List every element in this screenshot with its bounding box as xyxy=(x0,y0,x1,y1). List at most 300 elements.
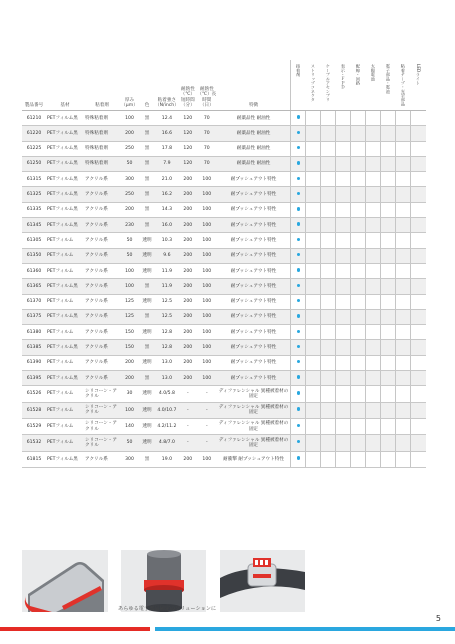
cell-application-2 xyxy=(306,263,321,278)
cell-application-8 xyxy=(396,340,411,355)
table-row xyxy=(22,141,426,156)
cell-feature: ディファレンシャル 異種被着材の固定 xyxy=(217,402,291,418)
cell-product-no: 61335 xyxy=(22,202,46,217)
cell-application-8 xyxy=(396,325,411,340)
header-adhesive: 粘着剤 xyxy=(84,60,120,111)
cell-product-no: 61532 xyxy=(22,435,46,451)
applicable-dot-icon xyxy=(297,207,300,210)
cell-base: PETフィルム黒 xyxy=(46,172,84,187)
cell-application-9 xyxy=(411,126,426,141)
applicable-dot-icon xyxy=(297,314,300,317)
cell-adhesive: アクリル系 xyxy=(84,451,120,467)
cell-feature: 耐プッシュアウト特性 xyxy=(217,187,291,202)
cell-application-9 xyxy=(411,355,426,370)
cell-application-1 xyxy=(291,371,306,386)
cell-feature: 耐薬品性 耐油性 xyxy=(217,111,291,126)
header-application-4 xyxy=(336,60,351,111)
cell-base: PETフィルム黒 xyxy=(46,309,84,324)
cell-heat-short: 200 xyxy=(179,233,197,248)
cell-application-3 xyxy=(321,418,336,434)
cell-thickness: 50 xyxy=(120,233,139,248)
cell-adhesive: アクリル系 xyxy=(84,172,120,187)
table-row xyxy=(22,418,426,434)
cell-heat-long: 100 xyxy=(197,263,217,278)
cell-product-no: 61815 xyxy=(22,451,46,467)
cell-application-6 xyxy=(366,187,381,202)
cell-feature: 耐衝撃 耐プッシュアウト特性 xyxy=(217,451,291,467)
photo-caption: あらゆる電子部品固定のソリューションに xyxy=(118,606,217,612)
cell-heat-long: - xyxy=(197,418,217,434)
cell-adhesive: アクリル系 xyxy=(84,187,120,202)
cell-application-9 xyxy=(411,202,426,217)
cell-adhesion: 12.5 xyxy=(155,294,179,309)
cell-application-5 xyxy=(351,279,366,294)
cell-feature: 耐プッシュアウト特性 xyxy=(217,294,291,309)
cell-adhesion: 12.4 xyxy=(155,111,179,126)
cell-heat-long: - xyxy=(197,402,217,418)
header-adhesion: 粘着強さ（N/inch） xyxy=(155,60,179,111)
cell-application-3 xyxy=(321,141,336,156)
applicable-dot-icon xyxy=(297,360,300,363)
cell-heat-long: 100 xyxy=(197,325,217,340)
cell-adhesion: 13.0 xyxy=(155,371,179,386)
table-row xyxy=(22,340,426,355)
cell-adhesion: 4.2/11.2 xyxy=(155,418,179,434)
cell-application-1 xyxy=(291,294,306,309)
cell-application-6 xyxy=(366,263,381,278)
cell-heat-short: 200 xyxy=(179,371,197,386)
header-application-6 xyxy=(366,60,381,111)
cell-thickness: 30 xyxy=(120,386,139,402)
cell-application-4 xyxy=(336,263,351,278)
cell-application-2 xyxy=(306,279,321,294)
cell-application-5 xyxy=(351,451,366,467)
cell-color: 黒 xyxy=(139,111,155,126)
cell-application-3 xyxy=(321,451,336,467)
cell-thickness: 250 xyxy=(120,141,139,156)
cell-color: 透明 xyxy=(139,402,155,418)
table-row xyxy=(22,263,426,278)
cell-product-no: 61390 xyxy=(22,355,46,370)
header-application-label: 電子部品・電池 xyxy=(385,64,391,94)
cell-feature: 耐プッシュアウト特性 xyxy=(217,355,291,370)
cell-thickness: 100 xyxy=(120,279,139,294)
cell-application-5 xyxy=(351,294,366,309)
cell-application-2 xyxy=(306,172,321,187)
cell-thickness: 150 xyxy=(120,340,139,355)
cell-application-9 xyxy=(411,187,426,202)
cell-application-6 xyxy=(366,340,381,355)
header-application-label: 表示・ＦＰＤ xyxy=(340,64,346,90)
cell-application-2 xyxy=(306,451,321,467)
cell-application-7 xyxy=(381,126,396,141)
cell-product-no: 61305 xyxy=(22,233,46,248)
cell-heat-short: 200 xyxy=(179,325,197,340)
cell-application-3 xyxy=(321,386,336,402)
cell-thickness: 140 xyxy=(120,418,139,434)
cell-application-5 xyxy=(351,402,366,418)
cell-application-3 xyxy=(321,126,336,141)
applicable-dot-icon xyxy=(297,424,300,427)
cell-color: 透明 xyxy=(139,325,155,340)
cell-application-6 xyxy=(366,202,381,217)
cell-thickness: 300 xyxy=(120,172,139,187)
cell-application-3 xyxy=(321,202,336,217)
cell-heat-long: 70 xyxy=(197,156,217,171)
cell-thickness: 100 xyxy=(120,402,139,418)
cell-base: PETフィルム黒 xyxy=(46,371,84,386)
cell-base: PETフィルム黒 xyxy=(46,202,84,217)
cell-heat-long: 100 xyxy=(197,218,217,233)
cell-product-no: 61325 xyxy=(22,187,46,202)
cell-adhesive: アクリル系 xyxy=(84,294,120,309)
applicable-dot-icon xyxy=(297,268,300,271)
table-row xyxy=(22,111,426,126)
cell-application-3 xyxy=(321,111,336,126)
cell-adhesive: シリコーン・アクリル xyxy=(84,402,120,418)
cell-application-6 xyxy=(366,233,381,248)
cell-application-9 xyxy=(411,294,426,309)
cell-application-1 xyxy=(291,355,306,370)
cell-adhesive: 特殊粘着剤 xyxy=(84,141,120,156)
cell-adhesion: 7.9 xyxy=(155,156,179,171)
cell-product-no: 61370 xyxy=(22,294,46,309)
cell-product-no: 61360 xyxy=(22,263,46,278)
cell-application-1 xyxy=(291,172,306,187)
cell-color: 黒 xyxy=(139,279,155,294)
page-number: 5 xyxy=(435,614,441,623)
cell-application-8 xyxy=(396,141,411,156)
cell-heat-short: 200 xyxy=(179,451,197,467)
cell-thickness: 125 xyxy=(120,294,139,309)
cell-adhesive: アクリル系 xyxy=(84,233,120,248)
cell-application-9 xyxy=(411,279,426,294)
table-row xyxy=(22,451,426,467)
footer-bar-red xyxy=(0,627,150,631)
cell-application-4 xyxy=(336,111,351,126)
cell-application-9 xyxy=(411,172,426,187)
header-application-3 xyxy=(321,60,336,111)
photo-cylinder-panel xyxy=(121,550,206,612)
table-row xyxy=(22,294,426,309)
cell-heat-short: - xyxy=(179,435,197,451)
cell-application-1 xyxy=(291,156,306,171)
cell-application-7 xyxy=(381,355,396,370)
cell-application-2 xyxy=(306,111,321,126)
table-row xyxy=(22,233,426,248)
cell-heat-long: 100 xyxy=(197,309,217,324)
cell-application-6 xyxy=(366,371,381,386)
cell-feature: 耐プッシュアウト特性 xyxy=(217,263,291,278)
cell-heat-long: 100 xyxy=(197,371,217,386)
cell-application-6 xyxy=(366,418,381,434)
cell-application-5 xyxy=(351,126,366,141)
cell-heat-long: 70 xyxy=(197,111,217,126)
cell-application-5 xyxy=(351,218,366,233)
cell-product-no: 61365 xyxy=(22,279,46,294)
cell-base: PETフィルム xyxy=(46,386,84,402)
cell-application-4 xyxy=(336,156,351,171)
cell-application-3 xyxy=(321,263,336,278)
cell-thickness: 200 xyxy=(120,202,139,217)
cell-application-6 xyxy=(366,126,381,141)
cell-application-5 xyxy=(351,263,366,278)
cell-feature: 耐プッシュアウト特性 xyxy=(217,233,291,248)
cell-application-7 xyxy=(381,248,396,263)
cell-product-no: 61385 xyxy=(22,340,46,355)
cell-application-7 xyxy=(381,172,396,187)
cell-application-7 xyxy=(381,263,396,278)
cell-base: PETフィルム黒 xyxy=(46,218,84,233)
cell-application-7 xyxy=(381,386,396,402)
cell-application-9 xyxy=(411,402,426,418)
cell-product-no: 61375 xyxy=(22,309,46,324)
cell-base: PETフィルム黒 xyxy=(46,187,84,202)
header-application-1 xyxy=(291,60,306,111)
cell-heat-long: 100 xyxy=(197,451,217,467)
cell-adhesive: 特殊粘着剤 xyxy=(84,126,120,141)
cell-adhesive: アクリル系 xyxy=(84,279,120,294)
cell-application-4 xyxy=(336,233,351,248)
cell-adhesive: アクリル系 xyxy=(84,325,120,340)
cell-application-7 xyxy=(381,309,396,324)
cell-application-2 xyxy=(306,233,321,248)
cell-thickness: 150 xyxy=(120,325,139,340)
cell-heat-long: 100 xyxy=(197,340,217,355)
cell-color: 黒 xyxy=(139,218,155,233)
cell-application-9 xyxy=(411,156,426,171)
cell-application-8 xyxy=(396,202,411,217)
cell-application-7 xyxy=(381,371,396,386)
photo-module-panel xyxy=(220,550,305,612)
applicable-dot-icon xyxy=(297,177,300,180)
cell-application-8 xyxy=(396,402,411,418)
cell-application-8 xyxy=(396,218,411,233)
cell-base: PETフィルム黒 xyxy=(46,340,84,355)
cell-base: PETフィルム xyxy=(46,402,84,418)
cell-application-1 xyxy=(291,451,306,467)
header-thickness: 厚み（μm） xyxy=(120,60,139,111)
cell-application-3 xyxy=(321,325,336,340)
cell-application-5 xyxy=(351,325,366,340)
cell-application-4 xyxy=(336,371,351,386)
cell-application-9 xyxy=(411,325,426,340)
cell-feature: 耐プッシュアウト特性 xyxy=(217,340,291,355)
cell-application-3 xyxy=(321,279,336,294)
cell-application-9 xyxy=(411,218,426,233)
cell-application-3 xyxy=(321,187,336,202)
header-color: 色 xyxy=(139,60,155,111)
applicable-dot-icon xyxy=(297,192,300,195)
cell-application-6 xyxy=(366,435,381,451)
cell-application-1 xyxy=(291,126,306,141)
cell-application-9 xyxy=(411,111,426,126)
cell-color: 透明 xyxy=(139,248,155,263)
cell-application-5 xyxy=(351,435,366,451)
applicable-dot-icon xyxy=(297,222,300,225)
cell-application-9 xyxy=(411,340,426,355)
cell-application-1 xyxy=(291,233,306,248)
cell-application-8 xyxy=(396,309,411,324)
cell-application-4 xyxy=(336,435,351,451)
cell-adhesive: アクリル系 xyxy=(84,340,120,355)
cell-application-5 xyxy=(351,172,366,187)
cell-application-1 xyxy=(291,187,306,202)
cell-adhesion: 13.0 xyxy=(155,355,179,370)
applicable-dot-icon xyxy=(297,131,300,134)
cell-application-7 xyxy=(381,202,396,217)
cell-heat-short: 200 xyxy=(179,218,197,233)
cell-adhesion: 12.5 xyxy=(155,309,179,324)
cell-thickness: 200 xyxy=(120,355,139,370)
cell-feature: 耐プッシュアウト特性 xyxy=(217,172,291,187)
cell-application-8 xyxy=(396,355,411,370)
cell-application-4 xyxy=(336,309,351,324)
cell-application-2 xyxy=(306,355,321,370)
cell-thickness: 230 xyxy=(120,218,139,233)
cell-application-8 xyxy=(396,111,411,126)
cell-heat-long: 100 xyxy=(197,233,217,248)
cell-feature: 耐薬品性 耐油性 xyxy=(217,126,291,141)
header-heat-short: 耐熱性（℃）短時間（分） xyxy=(179,60,197,111)
cell-application-8 xyxy=(396,386,411,402)
header-product-no: 製品番号 xyxy=(22,60,46,111)
header-application-label: LEDライト xyxy=(415,64,421,85)
cell-application-5 xyxy=(351,418,366,434)
cell-application-4 xyxy=(336,355,351,370)
table-row xyxy=(22,386,426,402)
cell-application-1 xyxy=(291,218,306,233)
cell-application-2 xyxy=(306,371,321,386)
cell-product-no: 61395 xyxy=(22,371,46,386)
cell-application-6 xyxy=(366,355,381,370)
cell-application-2 xyxy=(306,418,321,434)
cell-application-4 xyxy=(336,418,351,434)
cell-application-5 xyxy=(351,340,366,355)
cell-adhesive: アクリル系 xyxy=(84,263,120,278)
cell-adhesion: 17.8 xyxy=(155,141,179,156)
cell-feature: 耐プッシュアウト特性 xyxy=(217,248,291,263)
cell-application-5 xyxy=(351,248,366,263)
cell-application-1 xyxy=(291,263,306,278)
cell-application-3 xyxy=(321,248,336,263)
cell-adhesive: アクリル系 xyxy=(84,218,120,233)
cell-application-3 xyxy=(321,172,336,187)
cell-application-3 xyxy=(321,309,336,324)
cell-application-5 xyxy=(351,371,366,386)
cell-heat-short: 200 xyxy=(179,263,197,278)
cell-heat-long: - xyxy=(197,435,217,451)
cell-heat-short: - xyxy=(179,386,197,402)
cell-heat-short: 200 xyxy=(179,355,197,370)
cell-application-4 xyxy=(336,141,351,156)
cell-product-no: 61350 xyxy=(22,248,46,263)
cell-heat-short: 200 xyxy=(179,279,197,294)
cell-heat-long: 100 xyxy=(197,279,217,294)
cell-application-1 xyxy=(291,402,306,418)
cell-adhesion: 19.0 xyxy=(155,451,179,467)
cell-feature: 耐薬品性 耐油性 xyxy=(217,141,291,156)
header-application-5 xyxy=(351,60,366,111)
cell-heat-short: 120 xyxy=(179,111,197,126)
applicable-dot-icon xyxy=(297,253,300,256)
cell-adhesion: 16.2 xyxy=(155,187,179,202)
cell-application-2 xyxy=(306,325,321,340)
cell-product-no: 61210 xyxy=(22,111,46,126)
cell-thickness: 50 xyxy=(120,435,139,451)
cell-application-6 xyxy=(366,111,381,126)
applicable-dot-icon xyxy=(297,146,300,149)
header-application-7 xyxy=(381,60,396,111)
cell-application-6 xyxy=(366,325,381,340)
header-application-8 xyxy=(396,60,411,111)
table-row xyxy=(22,279,426,294)
cell-heat-long: 70 xyxy=(197,126,217,141)
cell-application-1 xyxy=(291,386,306,402)
cell-application-7 xyxy=(381,141,396,156)
cell-color: 透明 xyxy=(139,263,155,278)
cell-heat-short: 120 xyxy=(179,126,197,141)
cell-application-8 xyxy=(396,172,411,187)
cell-application-4 xyxy=(336,386,351,402)
header-application-9 xyxy=(411,60,426,111)
cell-application-1 xyxy=(291,111,306,126)
cell-application-1 xyxy=(291,340,306,355)
cell-product-no: 61345 xyxy=(22,218,46,233)
header-application-label: ケーブルアセンブリ xyxy=(325,64,331,102)
table-row xyxy=(22,402,426,418)
cell-heat-short: 200 xyxy=(179,202,197,217)
cell-base: PETフィルム黒 xyxy=(46,141,84,156)
cell-application-6 xyxy=(366,309,381,324)
cell-base: PETフィルム黒 xyxy=(46,156,84,171)
cell-application-1 xyxy=(291,248,306,263)
cell-application-2 xyxy=(306,294,321,309)
cell-application-7 xyxy=(381,340,396,355)
table-row xyxy=(22,156,426,171)
cell-adhesion: 11.9 xyxy=(155,279,179,294)
cell-base: PETフィルム xyxy=(46,233,84,248)
header-application-label: ストリップコネクタ xyxy=(310,64,316,102)
cell-application-1 xyxy=(291,325,306,340)
cell-application-8 xyxy=(396,187,411,202)
cell-thickness: 200 xyxy=(120,371,139,386)
cell-feature: 耐プッシュアウト特性 xyxy=(217,279,291,294)
cell-application-5 xyxy=(351,309,366,324)
cell-heat-long: - xyxy=(197,386,217,402)
cell-application-9 xyxy=(411,418,426,434)
cell-application-8 xyxy=(396,451,411,467)
cell-color: 透明 xyxy=(139,435,155,451)
cell-application-9 xyxy=(411,435,426,451)
cell-feature: ディファレンシャル 異種被着材の固定 xyxy=(217,386,291,402)
cell-application-2 xyxy=(306,435,321,451)
cell-product-no: 61526 xyxy=(22,386,46,402)
applicable-dot-icon xyxy=(297,440,300,443)
cell-application-7 xyxy=(381,435,396,451)
cell-base: PETフィルム黒 xyxy=(46,126,84,141)
cell-base: PETフィルム xyxy=(46,435,84,451)
cell-application-5 xyxy=(351,156,366,171)
cell-adhesion: 12.8 xyxy=(155,325,179,340)
cell-application-4 xyxy=(336,340,351,355)
cell-application-7 xyxy=(381,418,396,434)
cell-application-4 xyxy=(336,187,351,202)
cell-application-6 xyxy=(366,386,381,402)
cell-application-5 xyxy=(351,386,366,402)
cell-application-7 xyxy=(381,156,396,171)
cell-adhesive: アクリル系 xyxy=(84,248,120,263)
